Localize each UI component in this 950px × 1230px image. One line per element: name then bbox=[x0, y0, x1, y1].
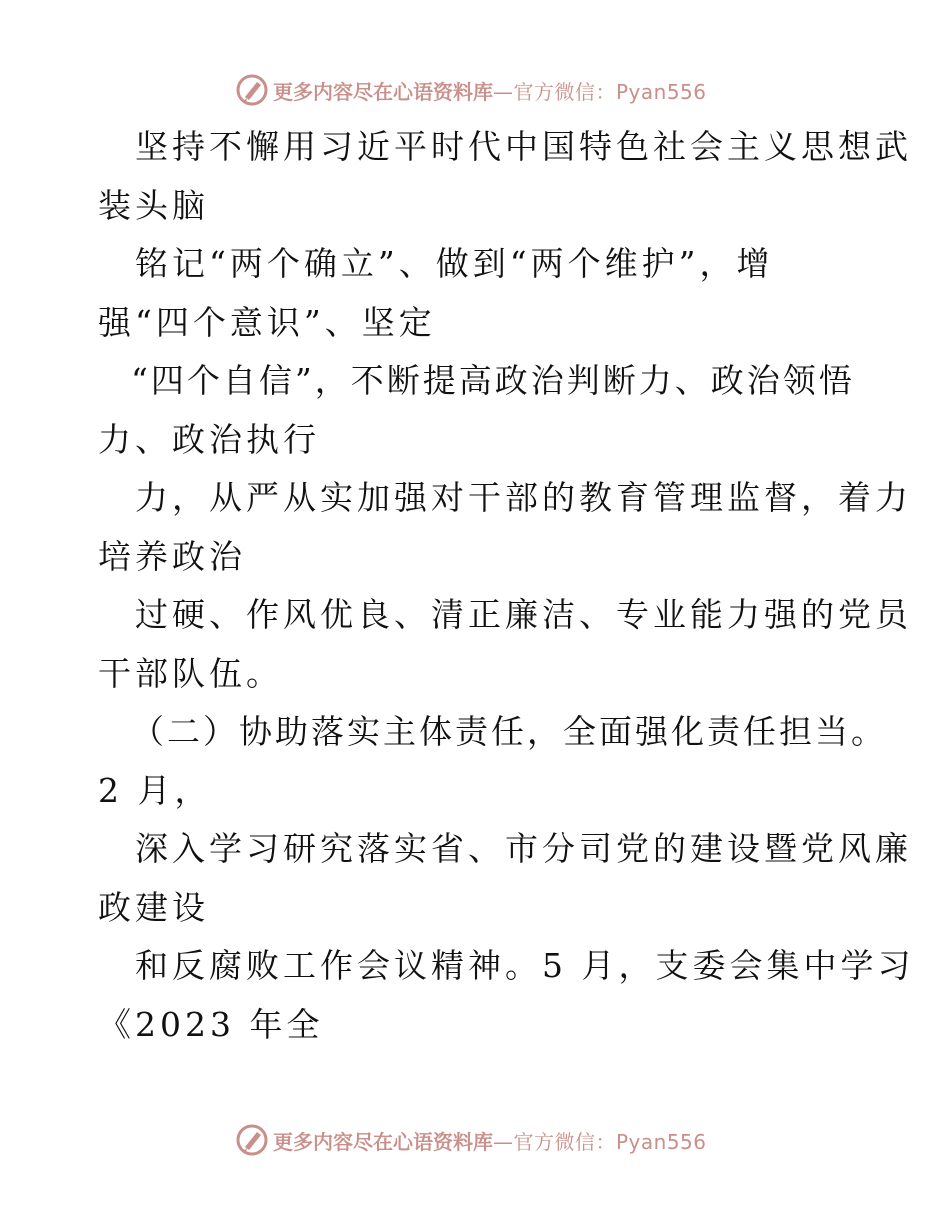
pen-seal-icon bbox=[235, 1123, 269, 1157]
text-line: 力、政治执行 bbox=[98, 419, 320, 459]
text-line: 装头脑 bbox=[98, 185, 209, 225]
text-line: 深入学习研究落实省、市分司党的建设暨党风廉 bbox=[135, 829, 912, 868]
text-line: 2 月， bbox=[98, 770, 212, 810]
watermark-title: 更多内容尽在心语资料库 bbox=[273, 1129, 493, 1154]
text-line: 政建设 bbox=[98, 887, 209, 927]
text-line: 培养政治 bbox=[98, 536, 246, 576]
text-line: 强“四个意识”、坚定 bbox=[98, 302, 436, 342]
text-line: “四个自信”，不断提高政治判断力、政治领悟 bbox=[131, 361, 855, 400]
text-line: 和反腐败工作会议精神。5 月，支委会集中学习 bbox=[135, 946, 915, 985]
watermark-contact: —官方微信：Pyan556 bbox=[493, 79, 707, 104]
text-line: 《2023 年全 bbox=[98, 1004, 324, 1044]
text-line: 过硬、作风优良、清正廉洁、专业能力强的党员 bbox=[135, 595, 912, 634]
document-body bbox=[98, 118, 915, 1054]
text-line: （二）协助落实主体责任，全面强化责任担当。 bbox=[131, 712, 887, 751]
text-line: 铭记“两个确立”、做到“两个维护”，增 bbox=[135, 244, 774, 283]
watermark-contact: —官方微信：Pyan556 bbox=[493, 1129, 707, 1154]
text-line: 干部队伍。 bbox=[98, 653, 283, 693]
text-line: 力，从严从实加强对干部的教育管理监督，着力 bbox=[135, 478, 912, 517]
header-watermark bbox=[235, 70, 755, 110]
watermark-title: 更多内容尽在心语资料库 bbox=[273, 79, 493, 104]
pen-seal-icon bbox=[235, 73, 269, 107]
footer-watermark bbox=[235, 1120, 755, 1160]
text-line: 坚持不懈用习近平时代中国特色社会主义思想武 bbox=[135, 127, 912, 166]
